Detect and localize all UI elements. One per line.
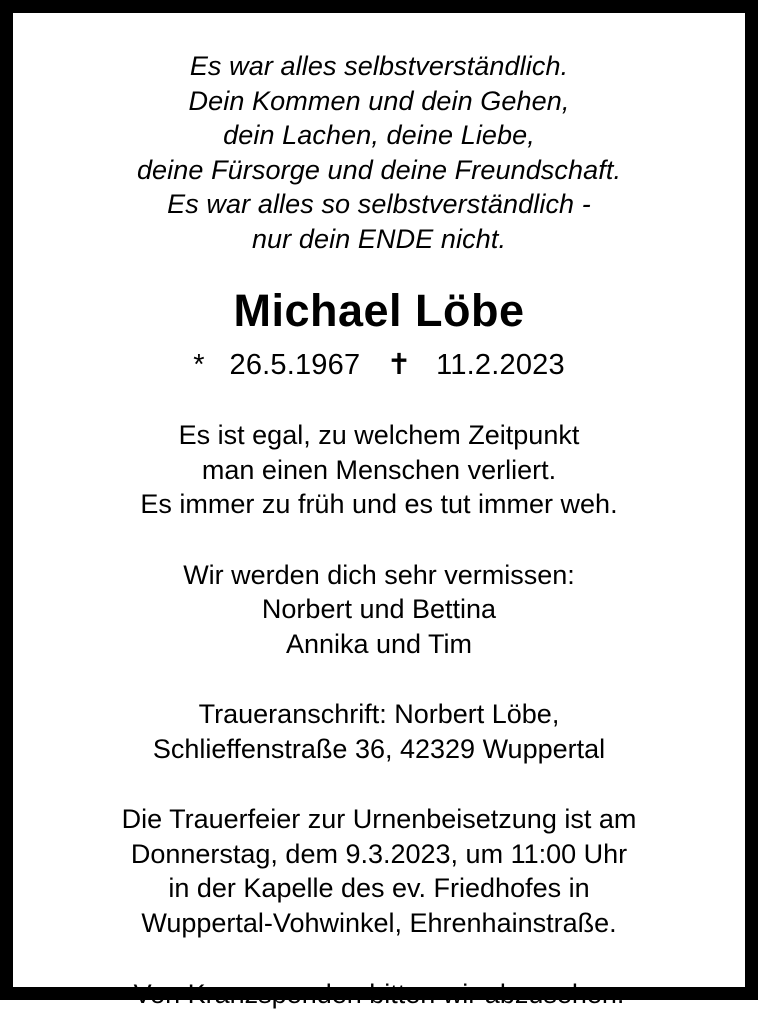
verse-middle [27, 418, 731, 522]
verse-middle-line-3: Es immer zu früh und es tut immer weh. [140, 489, 618, 520]
verse-middle-line-2: man einen Menschen verliert. [201, 454, 557, 485]
ceremony-line-4: Wuppertal-Vohwinkel, Ehrenhainstraße. [141, 908, 617, 938]
obituary-content [27, 31, 731, 1011]
birth-date: 26.5.1967 [229, 348, 361, 381]
wreath-note [27, 977, 731, 1011]
mourning-address [27, 697, 731, 766]
verse-top [27, 49, 731, 256]
address-line-2: Schlieffenstraße 36, 42329 Wuppertal [152, 733, 606, 764]
ceremony-line-1: Die Trauerfeier zur Urnenbeisetzung ist am [121, 804, 637, 835]
verse-top-line-1: Es war alles selbstverständlich. [189, 51, 569, 81]
mourners-list [27, 558, 731, 662]
wreath-note-line-1: Von Kranzspenden bitten wir abzusehen. [133, 978, 625, 1009]
mourners-line-3: Annika und Tim [285, 628, 473, 659]
verse-top-line-4: deine Fürsorge und deine Freundschaft. [136, 154, 622, 185]
death-symbol: ✝ [386, 348, 412, 381]
deceased-name: Michael Löbe [233, 285, 525, 337]
ceremony-line-3: in der Kapelle des ev. Friedhofes in [168, 873, 590, 904]
mourners-line-1: Wir werden dich sehr vermissen: [183, 559, 575, 590]
ceremony-details [27, 802, 731, 940]
address-line-1: Traueranschrift: Norbert Löbe, [198, 699, 560, 730]
verse-top-line-5: Es war alles so selbstverständlich - [167, 189, 591, 220]
life-dates [27, 347, 731, 384]
verse-top-line-2: Dein Kommen und dein Gehen, [188, 85, 570, 116]
birth-symbol: * [193, 348, 205, 381]
mourners-line-2: Norbert und Bettina [261, 594, 497, 625]
verse-top-line-3: dein Lachen, deine Liebe, [223, 120, 535, 151]
death-date: 11.2.2023 [436, 348, 565, 381]
verse-top-line-6: nur dein ENDE nicht. [251, 223, 507, 254]
ceremony-line-2: Donnerstag, dem 9.3.2023, um 11:00 Uhr [130, 838, 628, 869]
verse-middle-line-1: Es ist egal, zu welchem Zeitpunkt [178, 419, 580, 450]
obituary-frame [10, 10, 748, 1009]
